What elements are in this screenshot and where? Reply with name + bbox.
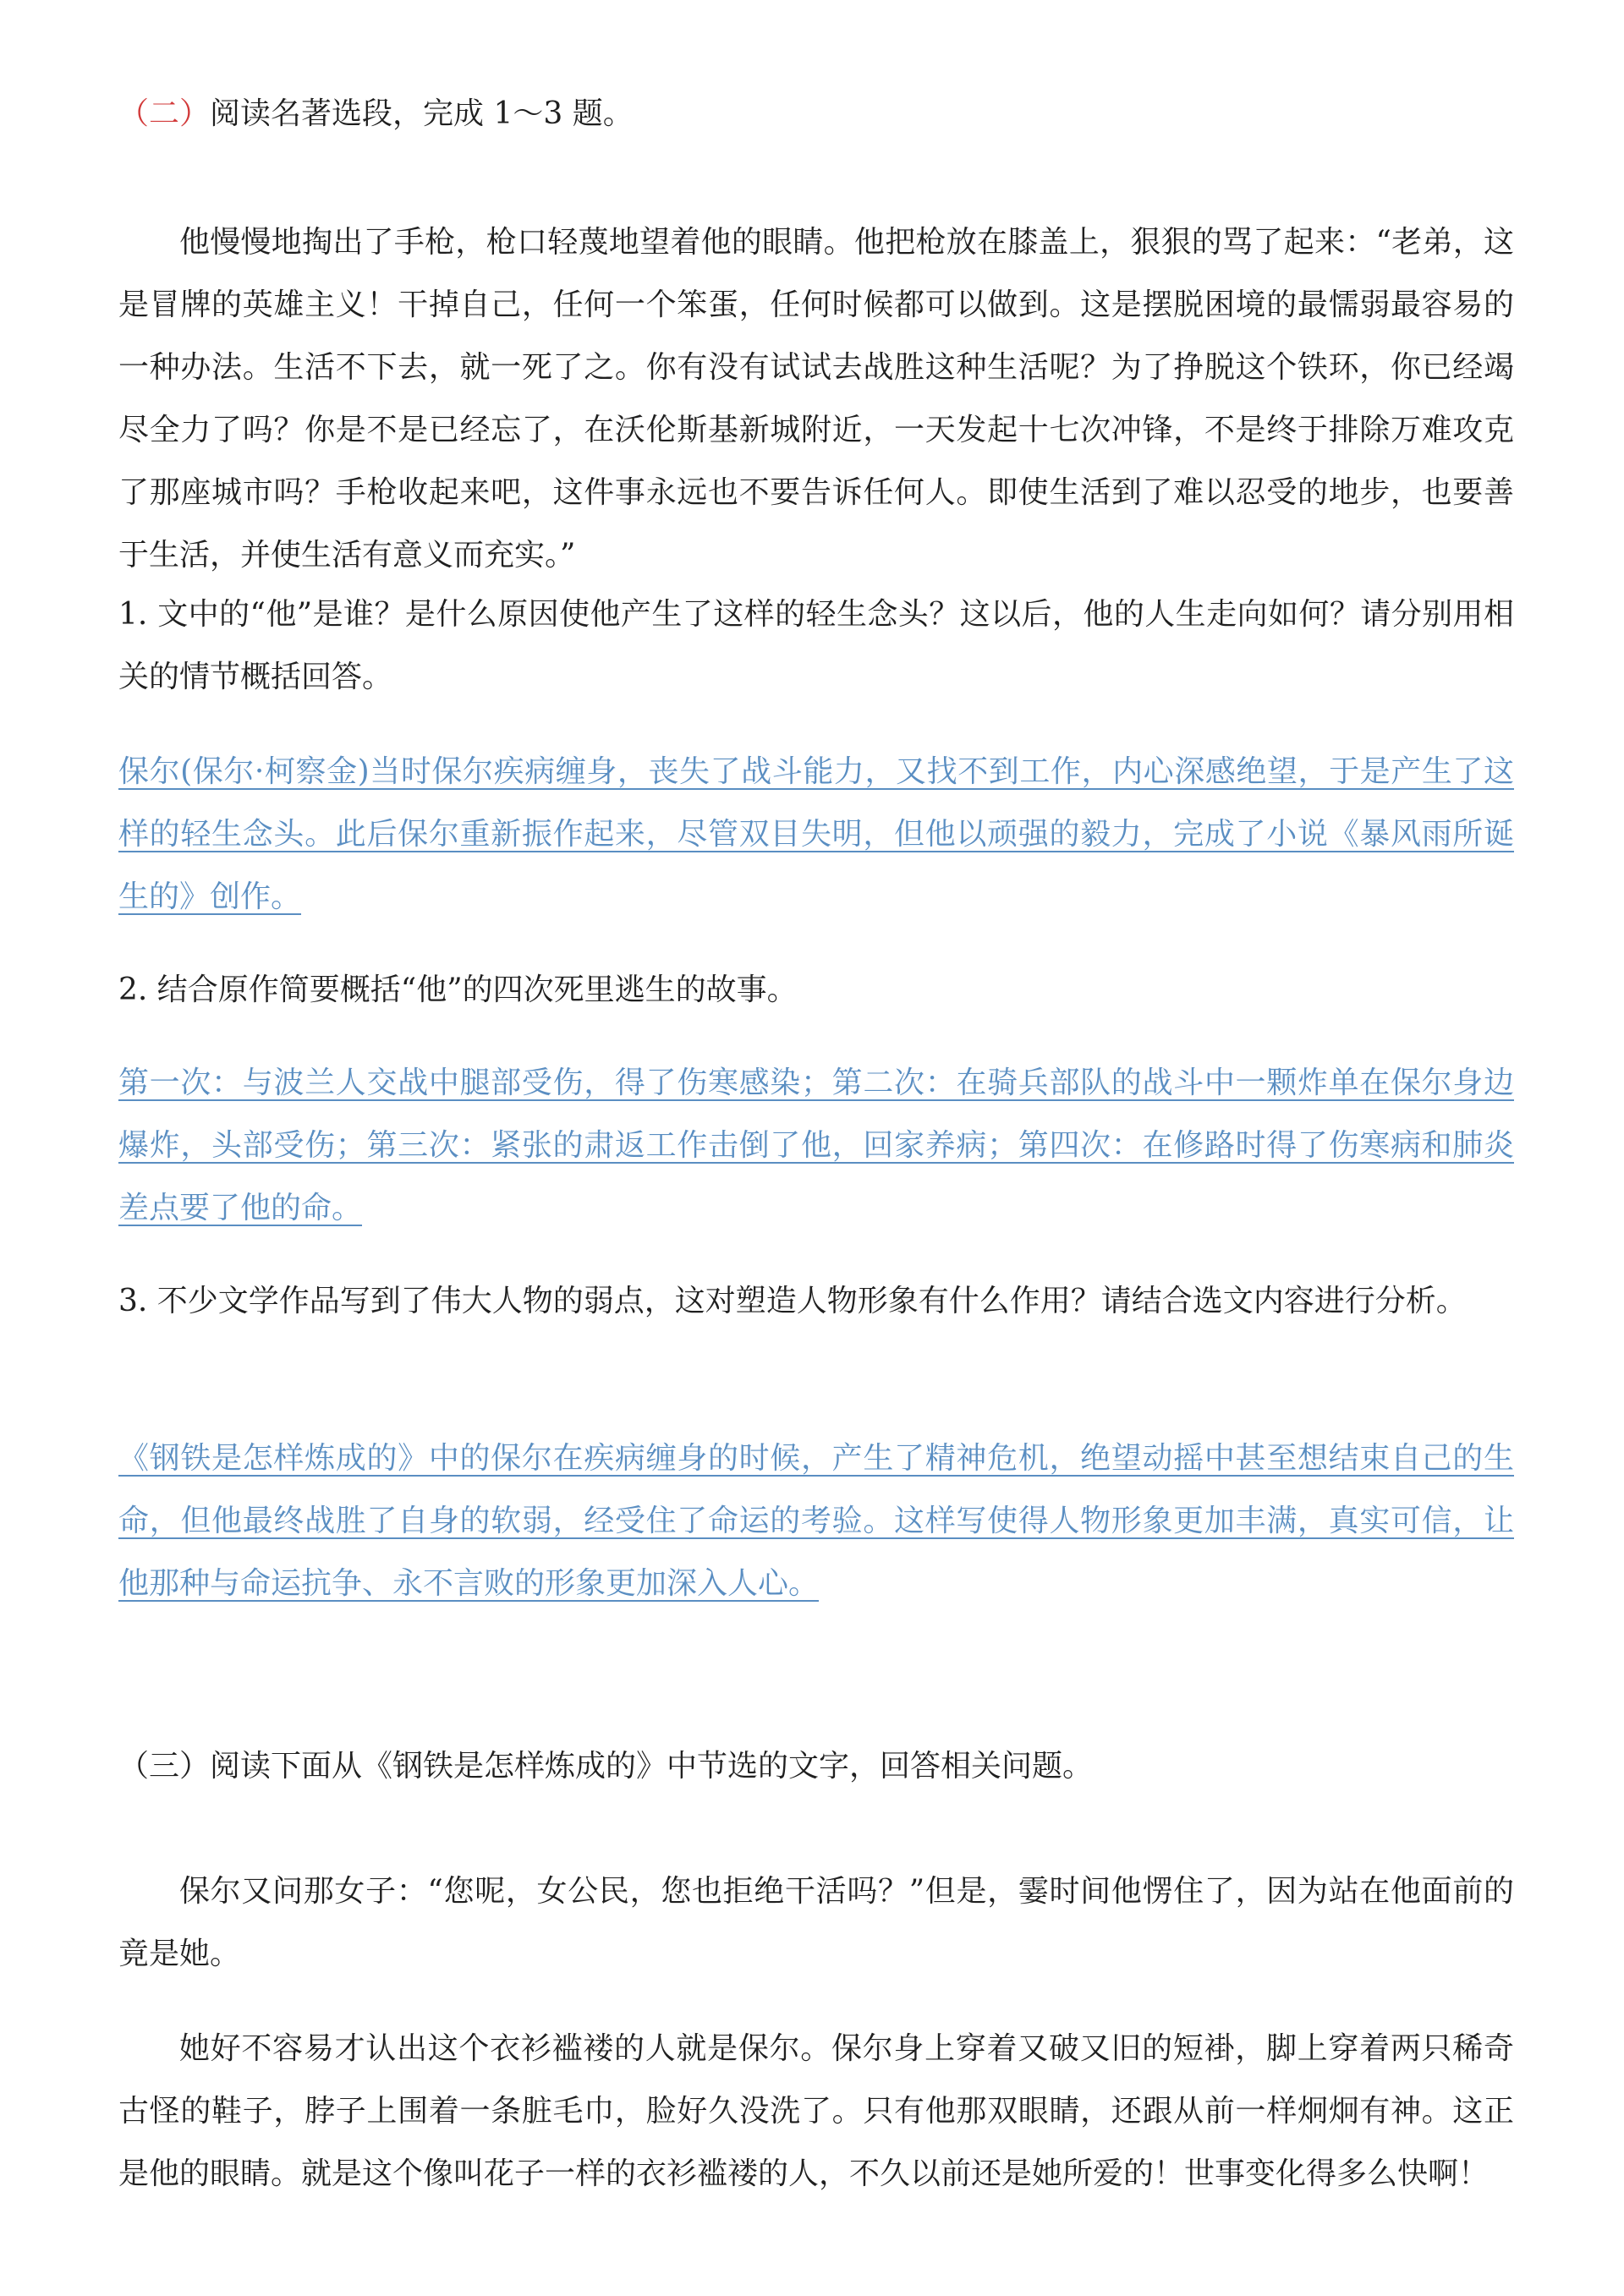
question-1: 1. 文中的“他”是谁？是什么原因使他产生了这样的轻生念头？这以后，他的人生走向如何？请分别用相关的情节概括回答。 (118, 597, 1514, 694)
section3-paragraph-2: 她好不容易才认出这个衣衫褴褛的人就是保尔。保尔身上穿着又破又旧的短褂，脚上穿着两只稀奇古怪的鞋子，脖子上围着一条脏毛巾，脸好久没洗了。只有他那双眼睛，还跟从前一样炯炯有神。这正是他的眼睛。就是这个像叫花子一样的衣衫褴褛的人，不久以前还是她所爱的！世事变化得多么快啊！ (118, 2031, 1514, 2191)
answer-2 (118, 1052, 1514, 1240)
section3-heading: （三）阅读下面从《钢铁是怎样炼成的》中节选的文字，回答相关问题。 (118, 1749, 1094, 1784)
answer-1 (118, 741, 1514, 929)
question-2: 2. 结合原作简要概括“他”的四次死里逃生的故事。 (118, 973, 798, 1007)
answer-1-text: 保尔(保尔·柯察金)当时保尔疾病缠身，丧失了战斗能力，又找不到工作，内心深感绝望，于是产生了这样的轻生念头。此后保尔重新振作起来，尽管双目失明，但他以顽强的毅力，完成了小说《暴风雨所诞生的》创作。 (118, 754, 1514, 914)
answer-3 (118, 1427, 1514, 1615)
section2-heading-text: 阅读名著选段，完成 1～3 题。 (210, 96, 634, 131)
section3-paragraph-1: 保尔又问那女子：“您呢，女公民，您也拒绝干活吗？”但是，霎时间他愣住了，因为站在他面前的竟是她。 (118, 1874, 1514, 1971)
answer-3-text: 《钢铁是怎样炼成的》中的保尔在疾病缠身的时候，产生了精神危机，绝望动摇中甚至想结束自己的生命，但他最终战胜了自身的软弱，经受住了命运的考验。这样写使得人物形象更加丰满，真实可信，让他那种与命运抗争、永不言败的形象更加深入人心。 (118, 1441, 1514, 1601)
section2-heading (118, 83, 1514, 145)
question-3: 3. 不少文学作品写到了伟大人物的弱点，这对塑造人物形象有什么作用？请结合选文内容进行分析。 (118, 1284, 1467, 1318)
section2-passage: 他慢慢地掏出了手枪，枪口轻蔑地望着他的眼睛。他把枪放在膝盖上，狠狠的骂了起来：“老弟，这是冒牌的英雄主义！干掉自己，任何一个笨蛋，任何时候都可以做到。这是摆脱困境的最懦弱最容易的一种办法。生活不下去，就一死了之。你有没有试试去战胜这种生活呢？为了挣脱这个铁环，你已经竭尽全力了吗？你是不是已经忘了，在沃伦斯基新城附近，一天发起十七次冲锋，不是终于排除万难攻克了那座城市吗？手枪收起来吧，这件事永远也不要告诉任何人。即使生活到了难以忍受的地步，也要善于生活，并使生活有意义而充实。” (118, 225, 1514, 573)
answer-2-text: 第一次：与波兰人交战中腿部受伤，得了伤寒感染；第二次：在骑兵部队的战斗中一颗炸单在保尔身边爆炸，头部受伤；第三次：紧张的肃返工作击倒了他，回家养病；第四次：在修路时得了伤寒病和肺炎差点要了他的命。 (118, 1066, 1514, 1225)
section2-number: （二） (118, 96, 211, 131)
